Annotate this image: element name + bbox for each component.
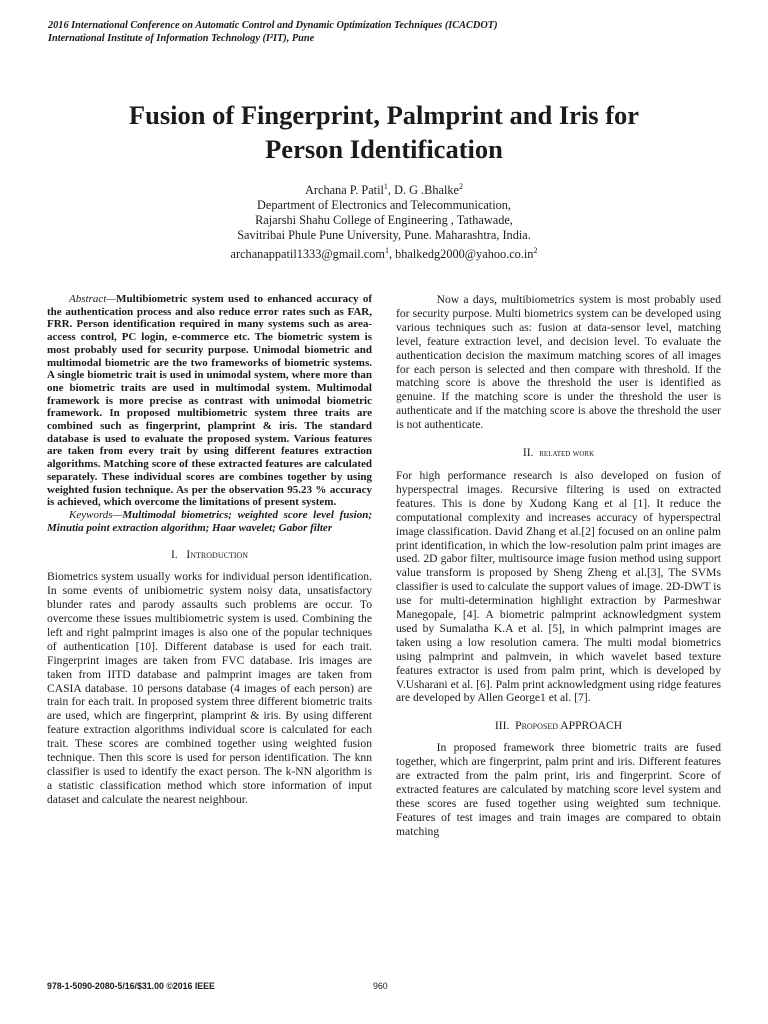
abstract-label: Abstract—: [69, 293, 117, 305]
section-heading-related-work: [396, 446, 721, 461]
email-separator: ,: [388, 247, 396, 262]
author-2-sup: 2: [458, 182, 463, 191]
section-number: III.: [494, 719, 510, 733]
email-1-sup: 1: [384, 246, 389, 256]
abstract: [47, 293, 372, 509]
conference-name: 2016 International Conference on Automatic Control and Dynamic Optimization Techniques (ICACDOT): [48, 20, 498, 31]
proposed-approach-paragraph: In proposed framework three biometric traits are fused together, which are fingerprint, palm print and iris. Different features are extracted from the palm print, iris and fingerprint. Score of extracted features are calculated by matching score level system and these scores are fused together using weighted sum technique. Features of test images and train images are compared to obtain matching: [396, 741, 721, 838]
author-1-sup: 1: [383, 182, 388, 191]
section-title: Proposed APPROACH: [515, 719, 623, 733]
affiliation-college: Rajarshi Shahu College of Engineering , Tathawade,: [255, 213, 513, 228]
page-number: 960: [373, 981, 388, 991]
author-separator: ,: [387, 183, 395, 198]
conference-institute: International Institute of Information Technology (I²IT), Pune: [48, 33, 315, 44]
intro-continued-paragraph: Now a days, multibiometrics system is most probably used for security purpose. Multi biometrics system can be developed using various techniques such as: fusion at data-sensor level, matching level, feature extraction level, and decision level. To evaluate the authentication decision the maximum matching scores of all images for each person is selected and then compare with threshold. If the matching score is above the threshold the user is identified as genuine. If the matching score is under the threshold the user is authenticate and if the matching score is above the threshold the user is not authenticate.: [396, 293, 721, 432]
email-2-sup: 2: [533, 246, 538, 256]
section-heading-proposed-approach: [396, 719, 721, 733]
section-title: Introduction: [186, 548, 249, 562]
affiliation-department: Department of Electronics and Telecommunication,: [257, 198, 511, 213]
right-column: [396, 293, 721, 839]
email-1[interactable]: archanappatil1333@gmail.com: [230, 247, 385, 262]
author-names: [40, 179, 728, 198]
author-2: D. G .Bhalke: [394, 183, 459, 198]
introduction-paragraph: Biometrics system usually works for individual person identification. In some events of unibiometric system noisy data, unsatisfactory blunder rates and parody assaults such problems are occur. To overcome these issues multibiometric system is used. Combining the left and right palmprint images is also one of the popular techniques of authentication [10]. Different database is used for each trait. Fingerprint images are taken from FVC database. Iris images are taken from IITD database and palmprint images are taken from CASIA database. 10 persons database (4 images of each person) are train for each trait. In proposed system three different biometric traits are used, which are fingerprint, plamprint & iris. By using different feature extraction algorithms individual score is calculated for each trait. These scores are combined together using weighted fusion technique. Then this score is used for person identification. The knn classifier is used to identify the exact person. The k-NN algorithm is a statistic classification method which store information of input dataset and calculate the nearest neighbour.: [47, 570, 372, 806]
author-emails: [40, 243, 728, 262]
keywords: [47, 509, 372, 534]
title-line-2: Person Identification: [265, 134, 503, 164]
related-work-paragraph: For high performance research is also developed on fusion of hyperspectral images. Recursive filtering is used on extracted features. This is done by Xudong Kang et al [1]. It reduce the computational complexity and increases accuracy of hyperspectral image classification. David Zhang et al.[2] focused on an online palm print identification, in which the low-resolution palm print images are used. 2D gabor filter, multisource image fusion method using support value transform is proposed by Sheng Zheng et al.[3], The SVMs classifier is used to calculate the support values of image. 2D-DWT is use for multi-determination highlight extraction by Parmeshwar Manegopale, [4]. A biometric palmprint acknowledgment system used by Sumalatha K.A et al. [5], in which palmprint images are taken using a low resolution camera. The multi modal biometrics using palmprint and palmvein, in which wavelet based texture features extractor is used from palm print, which is developed by V.Usharani et al. [6]. Palm print acknowledgment using ridge features are developed by Allen George1 et al. [7].: [396, 468, 721, 705]
section-number: I.: [170, 548, 178, 562]
section-number: II.: [522, 446, 534, 460]
email-2[interactable]: bhalkedg2000@yahoo.co.in: [395, 247, 534, 262]
abstract-text: Multibiometric system used to enhanced accuracy of the authentication process and also reduce error rates such as FAR, FRR. Person identification required in many systems such as area-access control, PC login, e-commerce etc. The biometric system is most probably used for security purpose. Unimodal biometric and multimodal biometric are the two frameworks of biometric systems. A single biometric trait is used in unimodal system, where more than one biometric traits are used in multimodal system. Multimodal framework is more precise as contrast with unimodal biometric framework. In proposed multibiometric system three traits are combined such as fingerprint, plamprint & iris. The standard database is used to evaluate the proposed system. Various features are taken from every trait by using different features extraction algorithms. Matching score of these extracted features are calculated separately. These individual scores are combines together by using weighted fusion technique. As per the observation 95.23 % accuracy is achieved, which overcome the limitations of present system.: [47, 293, 372, 509]
keywords-text: Multimodal biometrics; weighted score level fusion; Minutia point extraction algorithm; Haar wavelet; Gabor filter: [47, 508, 372, 534]
keywords-label: Keywords—: [69, 508, 123, 521]
affiliation-university: Savitribai Phule Pune University, Pune. Maharashtra, India.: [237, 228, 531, 243]
footer-isbn: 978-1-5090-2080-5/16/$31.00 ©2016 IEEE: [47, 981, 215, 991]
section-heading-introduction: [47, 548, 372, 562]
conference-header: [48, 19, 728, 45]
author-1: Archana P. Patil: [305, 183, 384, 198]
paper-title: [40, 98, 728, 166]
left-column: [47, 293, 372, 807]
section-title: related work: [539, 448, 595, 460]
title-line-1: Fusion of Fingerprint, Palmprint and Iris for: [128, 100, 640, 130]
author-block: [40, 179, 728, 262]
